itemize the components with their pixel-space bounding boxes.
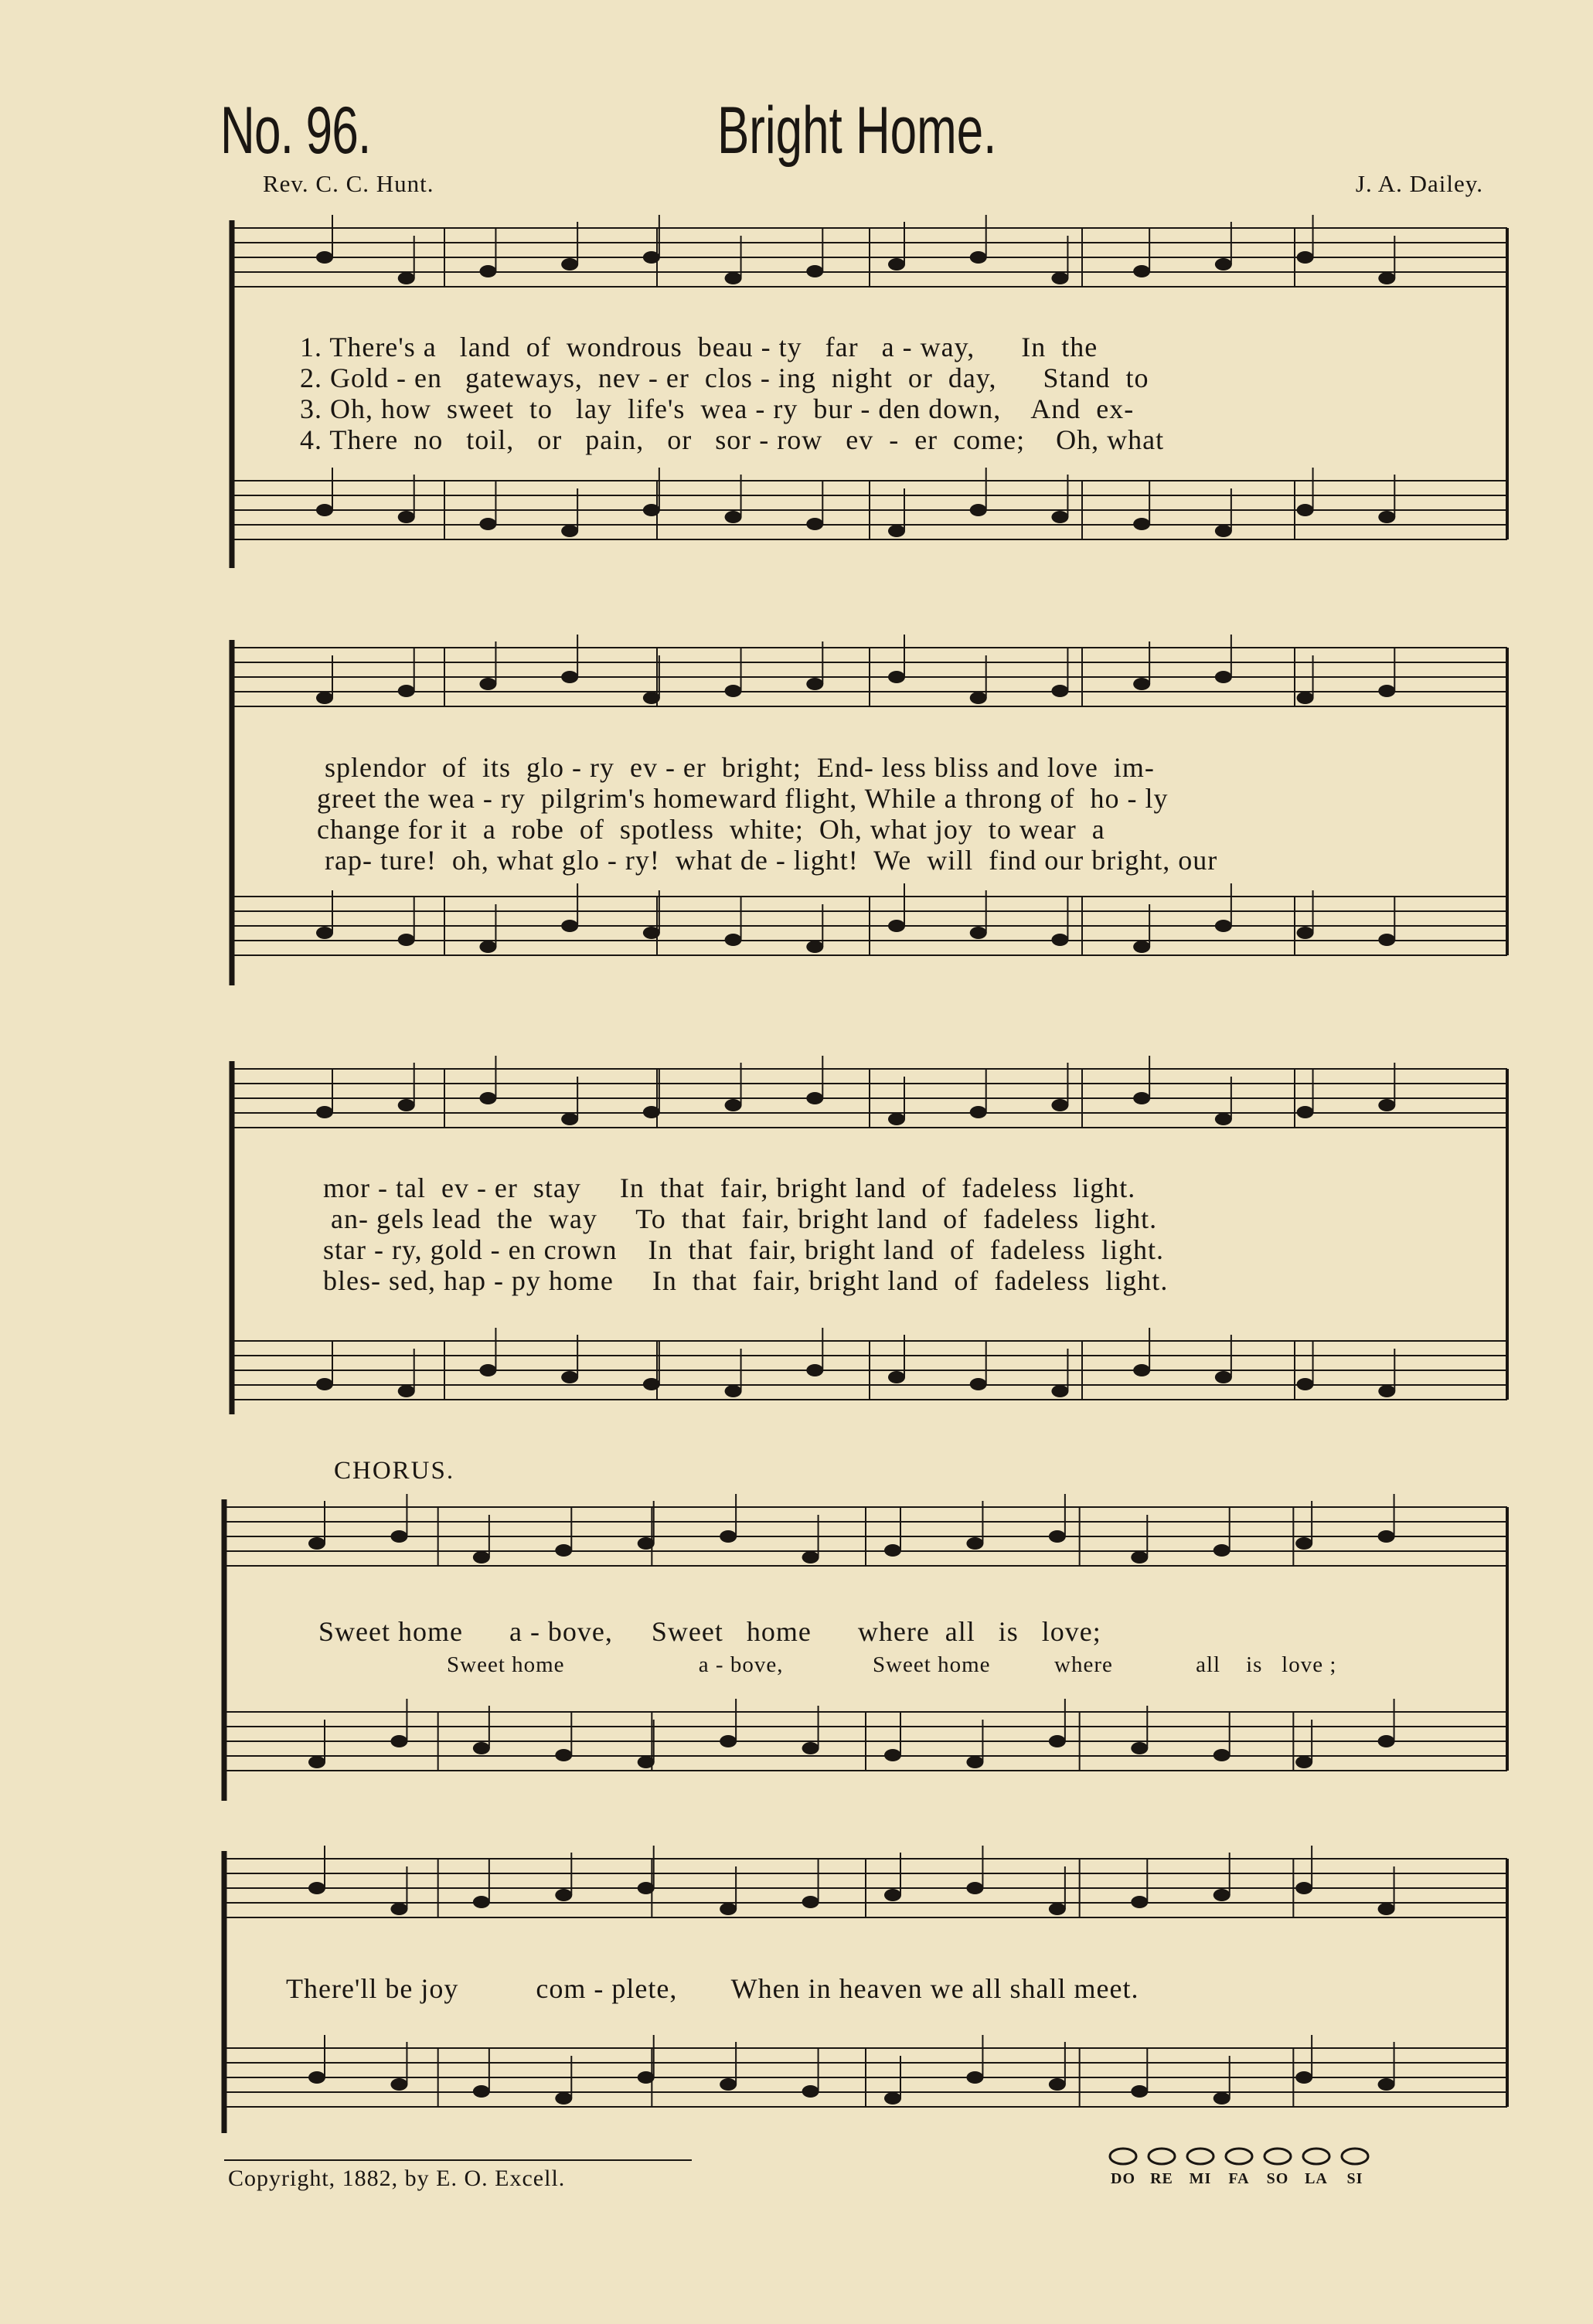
note-head — [473, 1742, 490, 1754]
note-head — [308, 1537, 325, 1550]
note-head — [1215, 671, 1232, 683]
note-head — [806, 678, 823, 690]
note-head — [966, 1537, 983, 1550]
note-head — [561, 258, 578, 271]
note-head — [638, 1882, 655, 1894]
copyright: Copyright, 1882, by E. O. Excell. — [228, 2166, 566, 2191]
note-head — [888, 920, 905, 932]
note-head — [1297, 1106, 1314, 1118]
verse-line: 1. There's a land of wondrous beau - ty far a - way, In the — [300, 332, 1098, 362]
note-head — [1295, 1756, 1312, 1768]
note-head — [1051, 934, 1068, 946]
note-head — [1051, 685, 1068, 697]
verse-line: bles- sed, hap - py home In that fair, bright land of fadeless light. — [323, 1265, 1169, 1296]
note-head — [720, 1530, 737, 1543]
note-head — [806, 518, 823, 530]
note-head — [316, 927, 333, 939]
note-head — [1378, 1530, 1395, 1543]
note-head — [802, 1896, 819, 1908]
note-head — [390, 1735, 407, 1747]
note-head — [390, 2078, 407, 2091]
note-head — [720, 1903, 737, 1915]
note-head — [1297, 251, 1314, 264]
note-head — [390, 1903, 407, 1915]
verse-line: greet the wea - ry pilgrim's homeward flight, While a throng of ho - ly — [317, 783, 1169, 814]
note-head — [555, 1749, 572, 1761]
shape-note-icon — [1303, 2149, 1329, 2164]
note-head — [806, 941, 823, 953]
note-head — [561, 1371, 578, 1383]
note-head — [802, 1742, 819, 1754]
solfege-syllable: RE — [1150, 2170, 1173, 2187]
note-head — [1213, 1889, 1230, 1901]
note-head — [1295, 1537, 1312, 1550]
note-head — [1297, 692, 1314, 704]
note-head — [1133, 518, 1150, 530]
note-head — [720, 2078, 737, 2091]
note-head — [806, 1364, 823, 1376]
note-head — [725, 1385, 742, 1397]
note-head — [1297, 1378, 1314, 1390]
note-head — [725, 511, 742, 523]
note-head — [720, 1735, 737, 1747]
note-head — [1213, 1544, 1230, 1557]
note-head — [316, 1106, 333, 1118]
note-head — [1133, 265, 1150, 277]
note-head — [555, 2092, 572, 2105]
note-head — [473, 2085, 490, 2098]
note-head — [970, 1378, 987, 1390]
note-head — [643, 251, 660, 264]
chorus-line: There'll be joy com - plete, When in heaven we all shall meet. — [286, 1973, 1139, 2004]
note-head — [970, 692, 987, 704]
verse-line: rap- ture! oh, what glo - ry! what de - light! We will find our bright, our — [325, 845, 1218, 876]
note-head — [390, 1530, 407, 1543]
lyricist: Rev. C. C. Hunt. — [263, 170, 434, 197]
note-head — [1215, 525, 1232, 537]
solfege-syllable: DO — [1111, 2170, 1135, 2187]
note-head — [316, 504, 333, 516]
note-head — [970, 251, 987, 264]
note-head — [561, 1113, 578, 1125]
shape-note-icon — [1265, 2149, 1291, 2164]
note-head — [561, 920, 578, 932]
note-head — [473, 1551, 490, 1564]
solfege-syllable: LA — [1305, 2170, 1328, 2187]
note-head — [1378, 1735, 1395, 1747]
verse-line: star - ry, gold - en crown In that fair, bright land of fadeless light. — [323, 1234, 1164, 1265]
note-head — [1213, 2092, 1230, 2105]
note-head — [1049, 1903, 1066, 1915]
verse-line: change for it a robe of spotless white; Oh, what joy to wear a — [317, 814, 1105, 845]
note-head — [398, 1385, 415, 1397]
note-head — [888, 671, 905, 683]
note-head — [1131, 1742, 1148, 1754]
note-head — [479, 265, 496, 277]
note-head — [473, 1896, 490, 1908]
note-head — [1131, 2085, 1148, 2098]
verse-line: 3. Oh, how sweet to lay life's wea - ry bur - den down, And ex- — [300, 393, 1135, 424]
note-head — [1213, 1749, 1230, 1761]
note-head — [1378, 1385, 1395, 1397]
note-head — [966, 1756, 983, 1768]
verse-line: 2. Gold - en gateways, nev - er clos - ing night or day, Stand to — [300, 362, 1149, 393]
note-head — [806, 1092, 823, 1104]
note-head — [479, 941, 496, 953]
note-head — [1049, 1735, 1066, 1747]
note-head — [643, 1378, 660, 1390]
solfege-syllable: SO — [1266, 2170, 1289, 2187]
solfege-syllable: FA — [1228, 2170, 1250, 2187]
note-head — [555, 1889, 572, 1901]
note-head — [1215, 920, 1232, 932]
shape-note-icon — [1226, 2149, 1252, 2164]
note-head — [1049, 1530, 1066, 1543]
hymn-number: No. 96. — [220, 94, 371, 168]
note-head — [561, 671, 578, 683]
verse-line: an- gels lead the way To that fair, bright land of fadeless light. — [323, 1203, 1158, 1234]
note-head — [398, 685, 415, 697]
note-head — [638, 1537, 655, 1550]
shape-note-icon — [1187, 2149, 1213, 2164]
note-head — [1133, 678, 1150, 690]
note-head — [398, 272, 415, 284]
note-head — [970, 504, 987, 516]
note-head — [884, 1544, 901, 1557]
note-head — [638, 2071, 655, 2084]
note-head — [725, 272, 742, 284]
note-head — [1133, 941, 1150, 953]
shape-note-icon — [1342, 2149, 1368, 2164]
note-head — [308, 2071, 325, 2084]
chorus-line: Sweet home a - bove, Sweet home where all is love; — [318, 1616, 1101, 1647]
solfege-legend — [1104, 2170, 1374, 2188]
note-head — [1215, 258, 1232, 271]
note-head — [398, 1099, 415, 1111]
verse-line: mor - tal ev - er stay In that fair, bright land of fadeless light. — [323, 1172, 1136, 1203]
note-head — [316, 251, 333, 264]
note-head — [966, 2071, 983, 2084]
note-head — [479, 678, 496, 690]
shape-note-icon — [1110, 2149, 1136, 2164]
note-head — [308, 1756, 325, 1768]
note-head — [1051, 272, 1068, 284]
note-head — [884, 1889, 901, 1901]
note-head — [725, 685, 742, 697]
note-head — [1049, 2078, 1066, 2091]
note-head — [888, 525, 905, 537]
note-head — [1378, 272, 1395, 284]
note-head — [1295, 2071, 1312, 2084]
note-head — [1378, 1099, 1395, 1111]
note-head — [479, 1092, 496, 1104]
note-head — [561, 525, 578, 537]
note-head — [479, 518, 496, 530]
note-head — [643, 1106, 660, 1118]
note-head — [1378, 1903, 1395, 1915]
note-head — [970, 927, 987, 939]
note-head — [316, 1378, 333, 1390]
note-head — [888, 1371, 905, 1383]
note-head — [316, 692, 333, 704]
solfege-syllable: SI — [1346, 2170, 1363, 2187]
note-head — [884, 2092, 901, 2105]
chorus-bass-line: Sweet home a - bove, Sweet home where all is love ; — [447, 1652, 1337, 1677]
note-head — [888, 1113, 905, 1125]
note-head — [1133, 1364, 1150, 1376]
note-head — [1131, 1551, 1148, 1564]
note-head — [638, 1756, 655, 1768]
note-head — [970, 1106, 987, 1118]
note-head — [1297, 504, 1314, 516]
note-head — [398, 511, 415, 523]
note-head — [802, 1551, 819, 1564]
note-head — [806, 265, 823, 277]
verse-line: splendor of its glo - ry ev - er bright; End- less bliss and love im- — [325, 752, 1155, 783]
note-head — [398, 934, 415, 946]
note-head — [643, 927, 660, 939]
note-head — [1295, 1882, 1312, 1894]
note-head — [555, 1544, 572, 1557]
note-head — [1215, 1371, 1232, 1383]
note-head — [308, 1882, 325, 1894]
note-head — [1297, 927, 1314, 939]
note-head — [725, 1099, 742, 1111]
solfege-syllable: MI — [1189, 2170, 1212, 2187]
note-head — [888, 258, 905, 271]
note-head — [966, 1882, 983, 1894]
note-head — [1215, 1113, 1232, 1125]
note-head — [1378, 934, 1395, 946]
note-head — [1378, 511, 1395, 523]
chorus-label: CHORUS. — [334, 1457, 455, 1485]
shape-note-icon — [1149, 2149, 1175, 2164]
note-head — [1133, 1092, 1150, 1104]
note-head — [1051, 1099, 1068, 1111]
note-head — [479, 1364, 496, 1376]
note-head — [884, 1749, 901, 1761]
hymn-title: Bright Home. — [717, 94, 997, 168]
note-head — [1131, 1896, 1148, 1908]
note-head — [643, 692, 660, 704]
verse-line: 4. There no toil, or pain, or sor - row ev - er come; Oh, what — [300, 424, 1165, 455]
note-head — [1051, 511, 1068, 523]
note-head — [1378, 2078, 1395, 2091]
note-head — [1051, 1385, 1068, 1397]
note-head — [802, 2085, 819, 2098]
composer: J. A. Dailey. — [1355, 170, 1483, 197]
note-head — [643, 504, 660, 516]
note-head — [1378, 685, 1395, 697]
note-head — [725, 934, 742, 946]
